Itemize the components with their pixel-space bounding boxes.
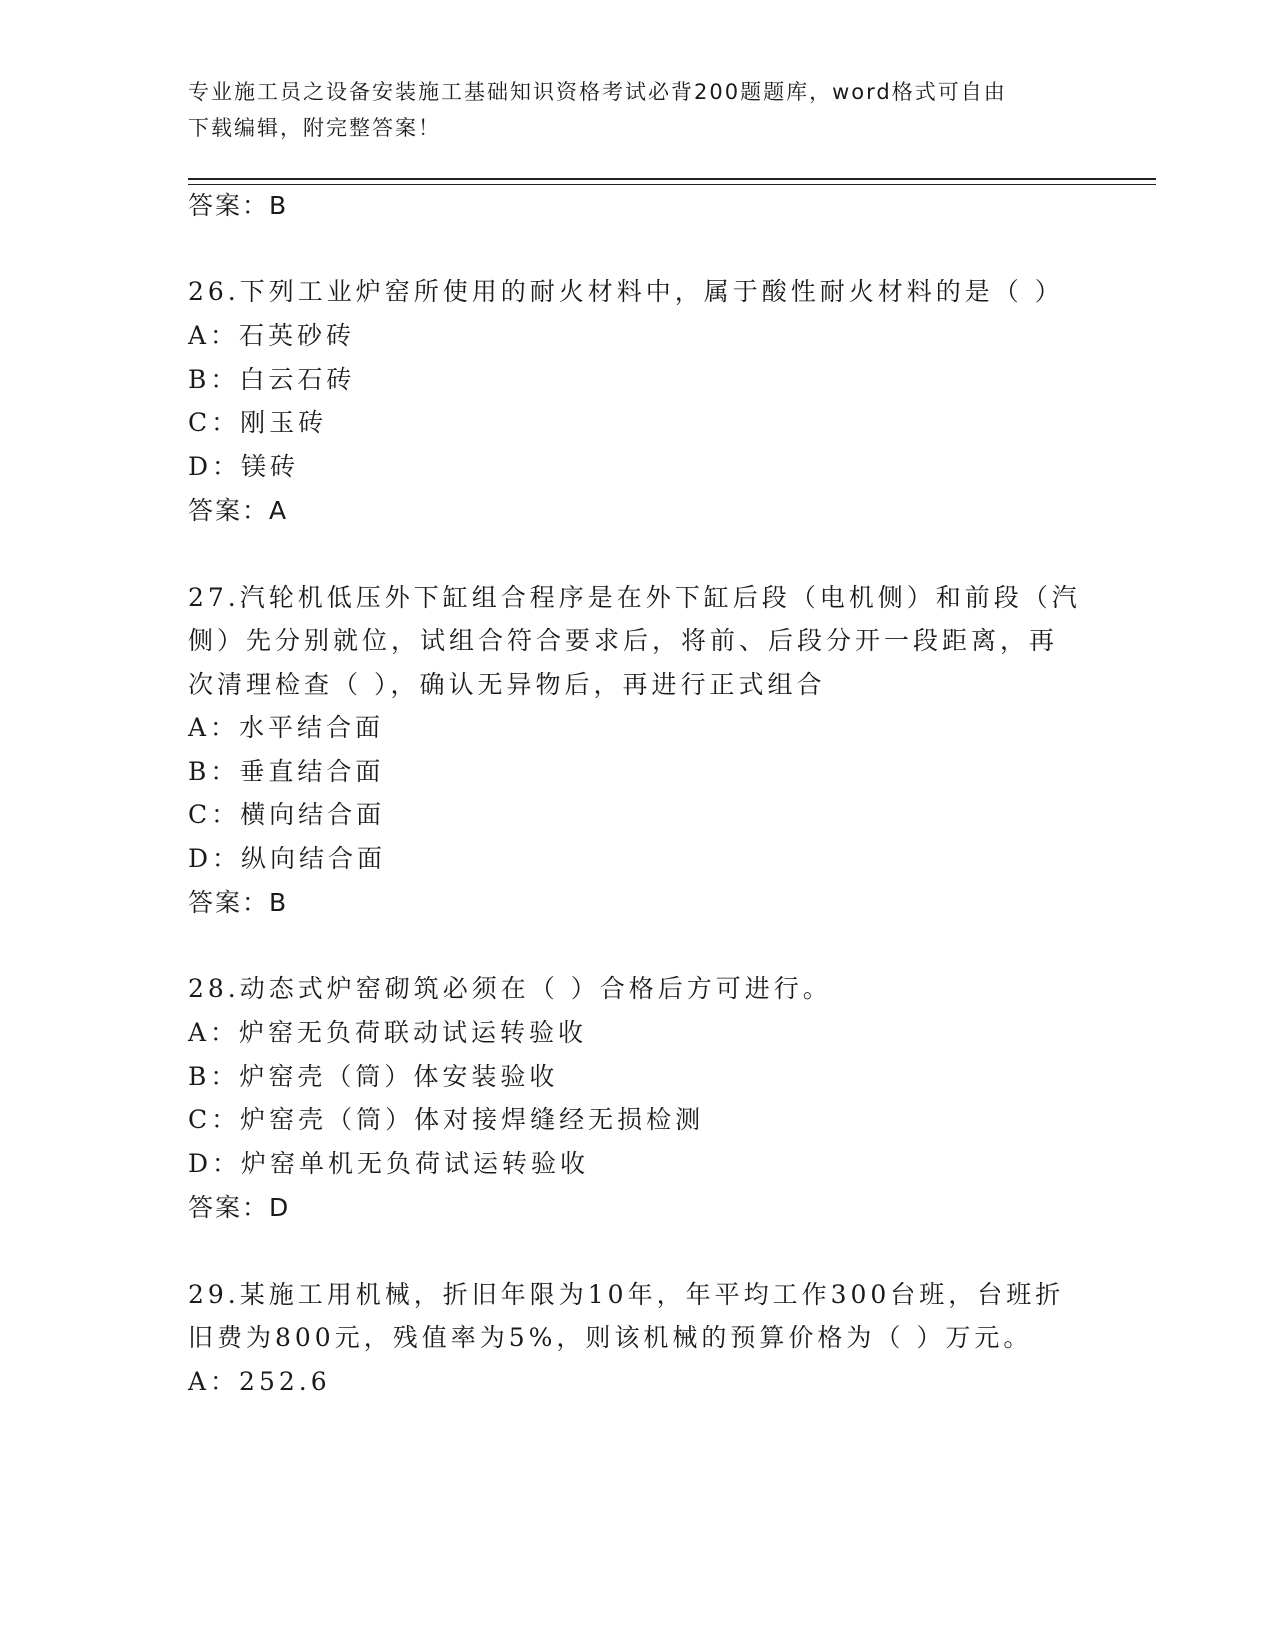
question-29-stem-line-2: 旧费为800元，残值率为5%，则该机械的预算价格为（ ）万元。 [188, 1323, 1033, 1352]
question-27-option-d: D：纵向结合面 [188, 844, 387, 873]
answer-25: 答案：B [188, 191, 289, 220]
question-27-stem-line-3: 次清理检查（ ），确认无异物后，再进行正式组合 [188, 670, 826, 699]
question-27-option-b: B：垂直结合面 [188, 757, 385, 786]
header-rule-thick [188, 178, 1156, 180]
question-28-stem: 28.动态式炉窑砌筑必须在（ ）合格后方可进行。 [188, 974, 832, 1003]
question-26-option-b: B：白云石砖 [188, 365, 356, 394]
header-line-2: 下载编辑，附完整答案！ [188, 116, 441, 140]
question-26-option-a: A：石英砂砖 [188, 321, 356, 350]
question-27-stem-line-1: 27.汽轮机低压外下缸组合程序是在外下缸后段（电机侧）和前段（汽 [188, 583, 1081, 612]
question-26-option-d: D：镁砖 [188, 452, 300, 481]
answer-27: 答案：B [188, 888, 289, 917]
answer-26: 答案：A [188, 496, 289, 525]
question-28-option-a: A：炉窑无负荷联动试运转验收 [188, 1018, 588, 1047]
question-29-stem-line-1: 29.某施工用机械，折旧年限为10年，年平均工作300台班，台班折 [188, 1280, 1065, 1309]
question-28-option-b: B：炉窑壳（筒）体安装验收 [188, 1062, 559, 1091]
question-27-option-a: A：水平结合面 [188, 713, 385, 742]
question-28-option-d: D：炉窑单机无负荷试运转验收 [188, 1149, 590, 1178]
question-28-option-c: C：炉窑壳（筒）体对接焊缝经无损检测 [188, 1105, 705, 1134]
header-rule-thin [188, 184, 1156, 185]
question-27-stem-line-2: 侧）先分别就位，试组合符合要求后，将前、后段分开一段距离，再 [188, 626, 1059, 655]
question-26-option-c: C：刚玉砖 [188, 408, 328, 437]
question-29-option-a: A：252.6 [188, 1367, 331, 1396]
document-header [188, 74, 1078, 146]
question-26-stem: 26.下列工业炉窑所使用的耐火材料中，属于酸性耐火材料的是（ ） [188, 277, 1064, 306]
question-27-option-c: C：横向结合面 [188, 800, 386, 829]
answer-28: 答案：D [188, 1193, 291, 1222]
header-line-1: 专业施工员之设备安装施工基础知识资格考试必背200题题库，word格式可自由 [188, 80, 1007, 104]
